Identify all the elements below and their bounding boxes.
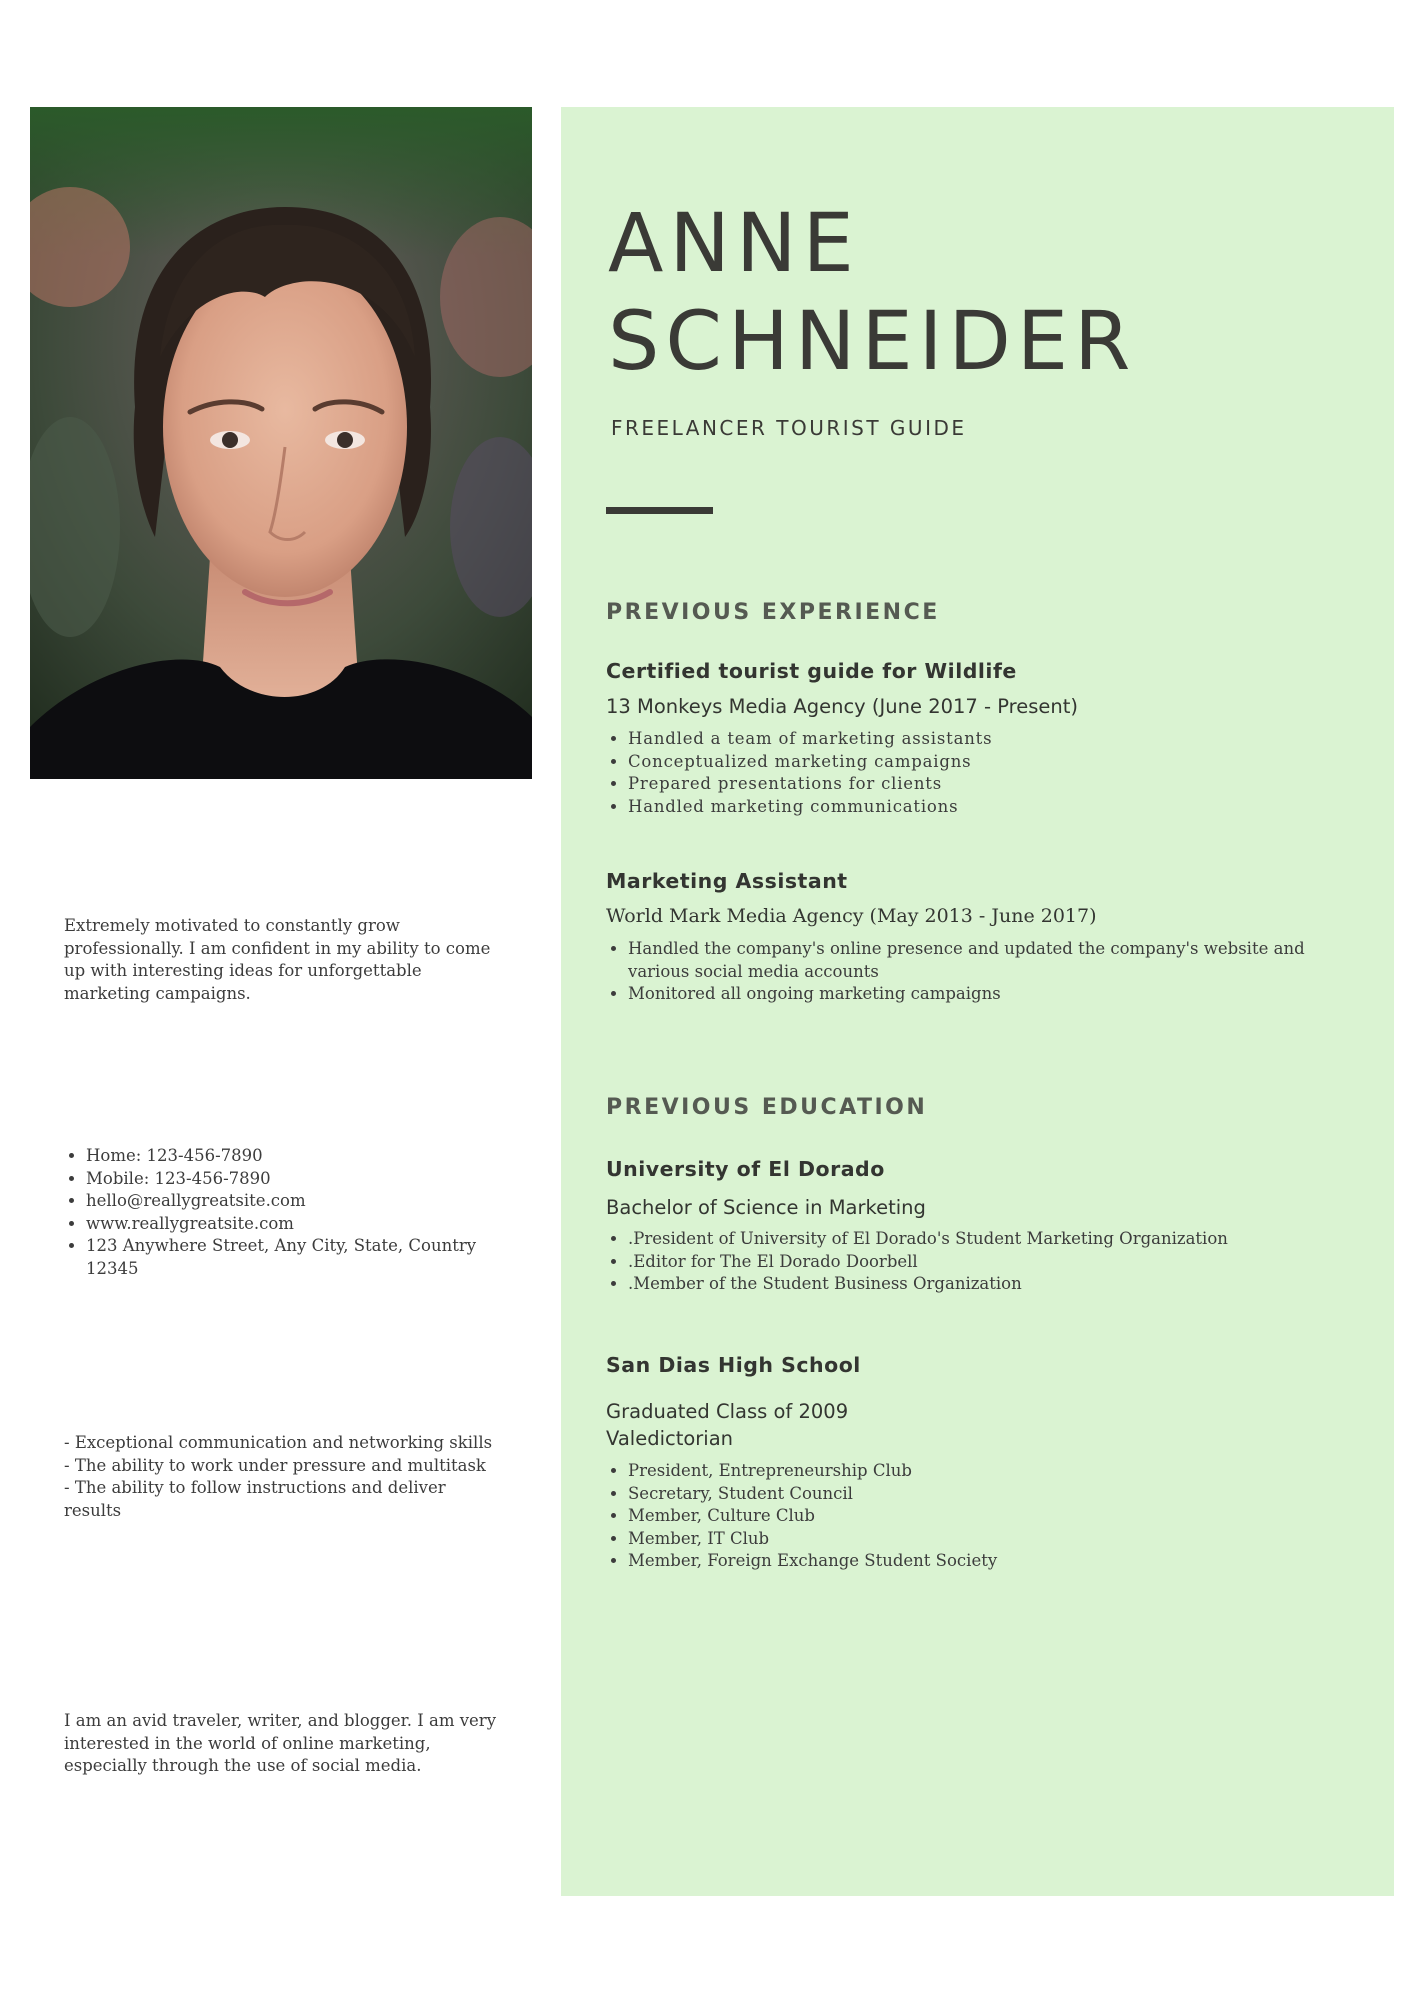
skills-list — [64, 1432, 508, 1522]
education-entry — [606, 1352, 1306, 1573]
school-name: San Dias High School — [606, 1353, 861, 1377]
job-duty: • Conceptualized marketing campaigns — [628, 751, 1306, 774]
experience-entry — [606, 868, 1306, 1006]
skill-item: - Exceptional communication and networking skills — [64, 1433, 493, 1452]
school-name: University of El Dorado — [606, 1157, 885, 1181]
contact-mobile: • Mobile: 123-456-7890 — [86, 1168, 508, 1191]
candidate-first-name: ANNE — [608, 197, 860, 291]
school-activity: • Member, Foreign Exchange Student Society — [628, 1550, 1306, 1573]
job-duty: • Handled a team of marketing assistants — [628, 728, 1306, 751]
contact-address: • 123 Anywhere Street, Any City, State, Country 12345 — [86, 1235, 508, 1280]
profile-summary-text: Extremely motivated to constantly grow professionally. I am confident in my ability to come up with interesting ideas for unforgettable marketing campaigns. — [64, 916, 491, 1003]
school-activity: • .Member of the Student Business Organization — [628, 1273, 1306, 1296]
job-duty: • Prepared presentations for clients — [628, 773, 1306, 796]
experience-entry — [606, 658, 1306, 818]
title-divider — [606, 507, 713, 514]
education-heading: PREVIOUS EDUCATION — [606, 1095, 928, 1120]
school-activity: • .President of University of El Dorado's Student Marketing Organization — [628, 1228, 1306, 1251]
skill-item: - The ability to follow instructions and deliver results — [64, 1478, 446, 1520]
job-duty: • Handled marketing communications — [628, 796, 1306, 819]
school-activity: • Secretary, Student Council — [628, 1483, 1306, 1506]
school-activity: • President, Entrepreneurship Club — [628, 1460, 1306, 1483]
school-degree: Bachelor of Science in Marketing — [606, 1196, 926, 1219]
job-company: 13 Monkeys Media Agency (June 2017 - Present) — [606, 695, 1079, 718]
job-company: World Mark Media Agency (May 2013 - June 2017) — [606, 905, 1097, 927]
profile-photo — [30, 107, 532, 779]
candidate-last-name: SCHNEIDER — [608, 295, 1137, 389]
job-duty: • Handled the company's online presence and updated the company's website and various social media accounts — [628, 938, 1318, 983]
job-title: FREELANCER TOURIST GUIDE — [611, 416, 967, 440]
profile-summary — [64, 915, 508, 1005]
job-duty: • Monitored all ongoing marketing campaigns — [628, 983, 1318, 1006]
interests-section — [64, 1710, 508, 1778]
job-role: Marketing Assistant — [606, 869, 848, 893]
education-entry — [606, 1156, 1306, 1296]
candidate-name — [608, 195, 1136, 391]
contact-home: • Home: 123-456-7890 — [86, 1145, 508, 1168]
interests-text: I am an avid traveler, writer, and blogger. I am very interested in the world of online marketing, especially through the use of social media. — [64, 1711, 497, 1775]
contact-list — [64, 1145, 508, 1280]
job-role: Certified tourist guide for Wildlife — [606, 659, 1017, 683]
school-activity: • Member, IT Club — [628, 1528, 1306, 1551]
experience-heading: PREVIOUS EXPERIENCE — [606, 600, 940, 625]
school-honor: Valedictorian — [606, 1427, 734, 1450]
school-degree: Graduated Class of 2009 — [606, 1400, 849, 1423]
contact-email: • hello@reallygreatsite.com — [86, 1190, 508, 1213]
skill-item: - The ability to work under pressure and multitask — [64, 1455, 486, 1475]
school-activity: • .Editor for The El Dorado Doorbell — [628, 1251, 1306, 1274]
school-activity: • Member, Culture Club — [628, 1505, 1306, 1528]
contact-website: • www.reallygreatsite.com — [86, 1213, 508, 1236]
